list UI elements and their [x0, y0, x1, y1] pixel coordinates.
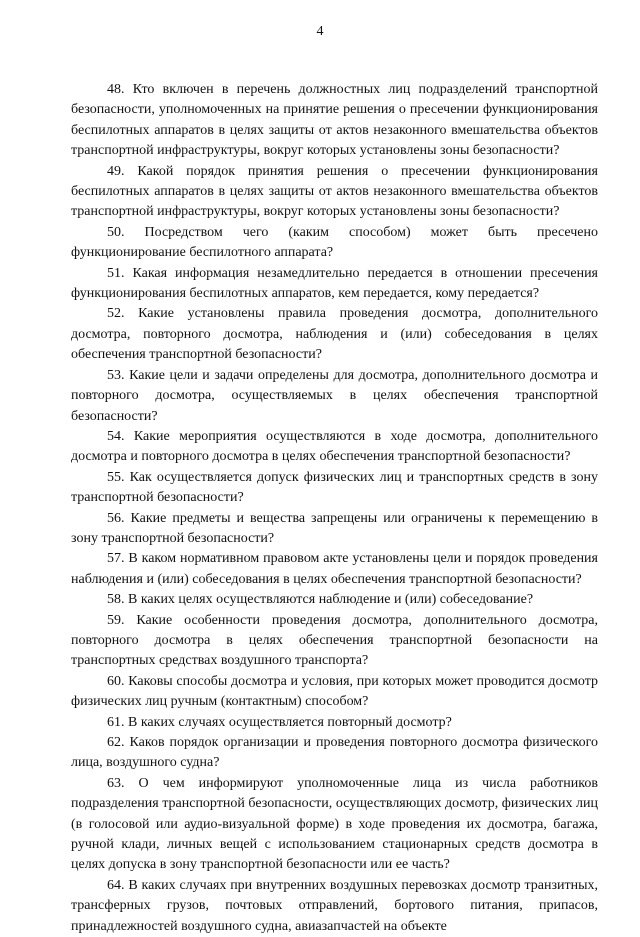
question-number: 61.	[107, 714, 125, 730]
question-number: 58.	[107, 592, 125, 608]
question-51	[71, 264, 598, 305]
question-text: Каков порядок организации и проведения повторного досмотра физического лица, воздушного судна?	[71, 735, 599, 771]
question-number: 54.	[107, 428, 125, 444]
question-55	[71, 468, 598, 509]
question-number: 64.	[107, 877, 125, 893]
question-52	[71, 304, 598, 365]
question-number: 49.	[107, 163, 125, 179]
question-text: Какие предметы и вещества запрещены или ограничены к перемещению в зону транспортной безопасности?	[71, 510, 599, 546]
question-text: В каких целях осуществляются наблюдение и (или) собеседование?	[128, 592, 534, 608]
question-text: Как осуществляется допуск физических лиц и транспортных средств в зону транспортной безопасности?	[71, 469, 598, 506]
question-48	[71, 80, 598, 162]
question-number: 60.	[107, 673, 125, 689]
question-number: 55.	[107, 469, 125, 485]
question-text: Кто включен в перечень должностных лиц подразделений транспортной безопасности, уполномоченных на принятие решения о пресечении функционирования беспилотных аппаратов в целях защиты от актов незаконного вмешательства объектов транспортной инфраструктуры, вокруг которых установлены зоны безопасности?	[71, 82, 599, 159]
question-58	[71, 590, 598, 610]
question-text: В каких случаях осуществляется повторный досмотр?	[128, 714, 452, 730]
question-text: О чем информируют уполномоченные лица из числа работников подразделения транспортной безопасности, осуществляющих досмотр, физических лиц (в голосовой или аудио-визуальной форме) в ходе проведения их досмотра, багажа, ручной клади, личных вещей с использованием стационарных средств досмотра в целях допуска в зону транспортной безопасности или ее часть?	[71, 775, 598, 873]
question-text: Каковы способы досмотра и условия, при которых может проводится досмотр физических лиц ручным (контактным) способом?	[71, 673, 599, 710]
question-number: 62.	[107, 735, 125, 750]
question-text: Какие цели и задачи определены для досмотра, дополнительного досмотра и повторного досмотра, осуществляемых в целях обеспечения транспортной безопасности?	[71, 367, 599, 424]
question-number: 50.	[107, 224, 125, 240]
question-64	[71, 876, 598, 937]
question-text: Посредством чего (каким способом) может быть пресечено функционирование беспилотного аппарата?	[71, 224, 599, 261]
question-text: Какие мероприятия осуществляются в ходе досмотра, дополнительного досмотра и повторного досмотра в целях обеспечения транспортной безопасности?	[71, 428, 598, 465]
question-number: 57.	[107, 551, 125, 567]
question-60	[71, 672, 598, 713]
question-63	[71, 774, 598, 876]
question-number: 48.	[107, 82, 125, 97]
question-62	[71, 733, 598, 774]
question-number: 63.	[107, 775, 125, 791]
question-text: В каких случаях при внутренних воздушных перевозках досмотр транзитных, трансферных грузов, почтовых отправлений, бортового питания, припасов, принадлежностей воздушного судна, авиазапчастей на объекте	[71, 877, 598, 934]
question-61	[71, 713, 598, 733]
question-50	[71, 223, 598, 264]
page-number: 4	[316, 24, 324, 39]
question-54	[71, 427, 598, 468]
question-number: 56.	[107, 510, 125, 526]
question-text: Какие особенности проведения досмотра, дополнительного досмотра, повторного досмотра в целях обеспечения транспортной безопасности на транспортных средствах воздушного транспорта?	[71, 612, 598, 669]
question-text: Какая информация незамедлительно передается в отношении пресечения функционирования беспилотных аппаратов, кем передается, кому передается?	[71, 265, 598, 302]
question-number: 53.	[107, 367, 125, 383]
question-57	[71, 549, 598, 590]
question-49	[71, 162, 598, 223]
question-number: 52.	[107, 306, 125, 322]
question-59	[71, 611, 598, 672]
question-text: Какой порядок принятия решения о пресечении функционирования беспилотных аппаратов в целях защиты от актов незаконного вмешательства объектов транспортной инфраструктуры, вокруг которых установлены зоны безопасности?	[71, 163, 598, 220]
question-number: 59.	[107, 612, 125, 628]
question-56	[71, 509, 598, 550]
question-number: 51.	[107, 265, 125, 281]
question-text: Какие установлены правила проведения досмотра, дополнительного досмотра, повторного досмотра, наблюдения и (или) собеседования в целях обеспечения транспортной безопасности?	[71, 306, 599, 363]
question-text: В каком нормативном правовом акте установлены цели и порядок проведения наблюдения и (или) собеседования в целях обеспечения транспортной безопасности?	[71, 551, 598, 587]
question-53	[71, 366, 598, 427]
question-list	[71, 80, 598, 937]
